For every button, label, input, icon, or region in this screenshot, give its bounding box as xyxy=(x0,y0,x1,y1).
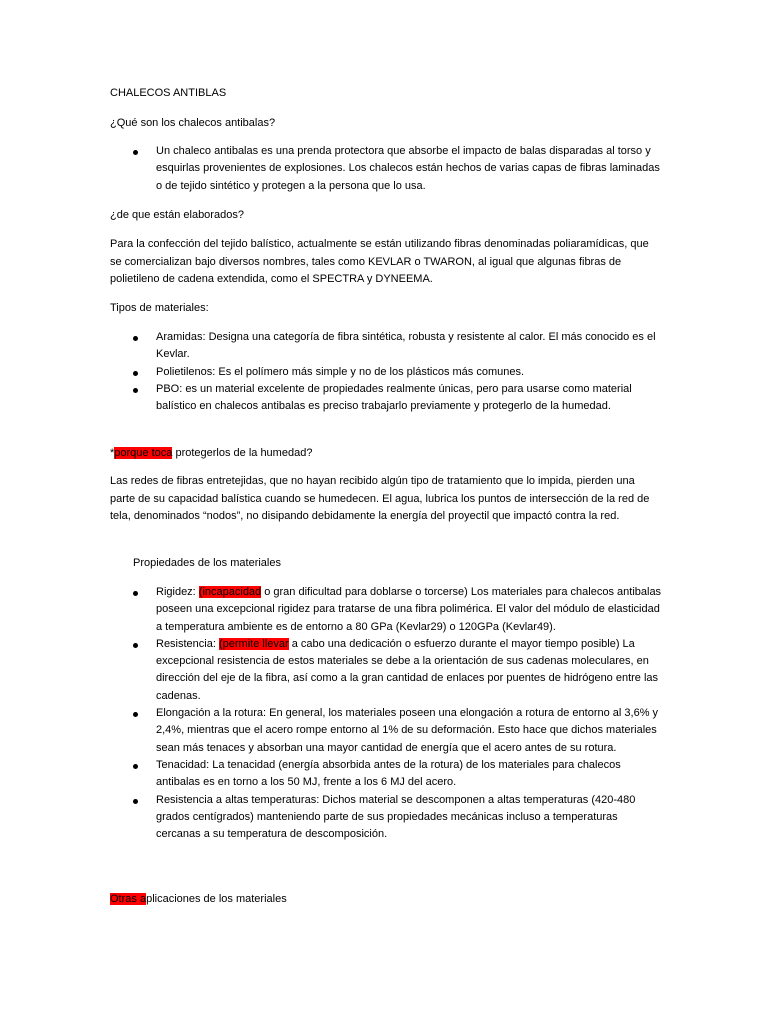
material-types-list xyxy=(133,329,663,415)
highlighted-text: (permite llevar xyxy=(218,637,289,650)
bullet-icon xyxy=(133,764,138,769)
bullet-icon xyxy=(133,371,138,376)
document-title: CHALECOS ANTIBLAS xyxy=(110,87,227,99)
list-item: PBO: es un material excelente de propiedades realmente únicas, pero para usarse como material balístico en chalecos antibalas es preciso trabajarlo previamente y protegerlo de la humedad. xyxy=(133,381,663,416)
list-item-tenacidad: Tenacidad: La tenacidad (energía absorbida antes de la rotura) de los materiales para chalecos antibalas es en torno a los 50 MJ, frente a los 6 MJ del acero. xyxy=(133,757,663,792)
list-item-resistencia: Resistencia: (permite llevar a cabo una dedicación o esfuerzo durante el mayor tiempo posible) La excepcional resistencia de estos materiales se debe a la orientación de sus cadenas moleculares, en dirección del eje de la fibra, así como a la gran cantidad de enlaces por puentes de hidrógeno entre las cadenas. xyxy=(133,636,663,705)
list-item: Polietilenos: Es el polímero más simple y no de los plásticos más comunes. xyxy=(133,364,663,381)
bullet-icon xyxy=(133,388,138,393)
definition-list xyxy=(133,143,663,195)
highlighted-text: porque toca xyxy=(114,447,173,459)
list-item-elongacion: Elongación a la rotura: En general, los materiales poseen una elongación a rotura de entorno al 3,6% y 2,4%, mientras que el acero rompe entorno al 1% de su deformación. Esto hace que dichos materiales sean más tenaces y absorban una mayor cantidad de energía que el acero antes de su rotura. xyxy=(133,705,663,757)
list-item: Aramidas: Designa una categoría de fibra sintética, robusta y resistente al calor. El más conocido es el Kevlar. xyxy=(133,329,663,364)
properties-list xyxy=(133,584,663,843)
heading-properties: Propiedades de los materiales xyxy=(133,557,281,569)
bullet-icon xyxy=(133,643,138,648)
question-humidity: *porque toca protegerlos de la humedad? xyxy=(110,447,313,459)
list-item-rigidez: Rigidez: (incapacidad o gran dificultad para doblarse o torcerse) Los materiales para chalecos antibalas poseen una excepcional rigidez para tratarse de una fibra polimérica. El valor del módulo de elasticidad a temperatura ambiente es de entorno a 80 GPa (Kevlar29) o 120GPa (Kevlar49). xyxy=(133,584,663,636)
question-what-are: ¿Qué son los chalecos antibalas? xyxy=(110,117,276,129)
bullet-icon xyxy=(133,336,138,341)
bullet-icon xyxy=(133,591,138,596)
question-made-of: ¿de que están elaborados? xyxy=(110,209,244,221)
bullet-icon xyxy=(133,712,138,717)
highlighted-text: Otras a xyxy=(110,893,147,905)
list-item-altas-temperaturas: Resistencia a altas temperaturas: Dichos material se descomponen a altas temperaturas (420-480 grados centígrados) manteniendo parte de sus propiedades mecánicas incluso a temperaturas cercanas a su temperatura de descomposición. xyxy=(133,792,663,844)
heading-material-types: Tipos de materiales: xyxy=(110,302,209,314)
paragraph-humidity: Las redes de fibras entretejidas, que no hayan recibido algún tipo de tratamiento que lo impida, pierden una parte de su capacidad balística cuando se humedecen. El agua, lubrica los puntos de intersección de la red de tela, denominados “nodos”, no disipando debidamente la energía del proyectil que impactó contra la red. xyxy=(110,475,650,522)
bullet-icon xyxy=(133,150,138,155)
list-item: Un chaleco antibalas es una prenda protectora que absorbe el impacto de balas disparadas al torso y esquirlas provenientes de explosiones. Los chalecos están hechos de varias capas de fibras laminadas o de tejido sintético y protegen a la persona que lo usa. xyxy=(133,143,663,195)
bullet-icon xyxy=(133,799,138,804)
heading-other-applications: Otras aplicaciones de los materiales xyxy=(110,893,287,905)
highlighted-text: (incapacidad xyxy=(198,586,262,598)
paragraph-materials: Para la confección del tejido balístico, actualmente se están utilizando fibras denominadas poliaramídicas, que se comercializan bajo diversos nombres, tales como KEVLAR o TWARON, al igual que algunas fibras de polietileno de cadena extendida, como el SPECTRA y DYNEEMA. xyxy=(110,238,649,285)
